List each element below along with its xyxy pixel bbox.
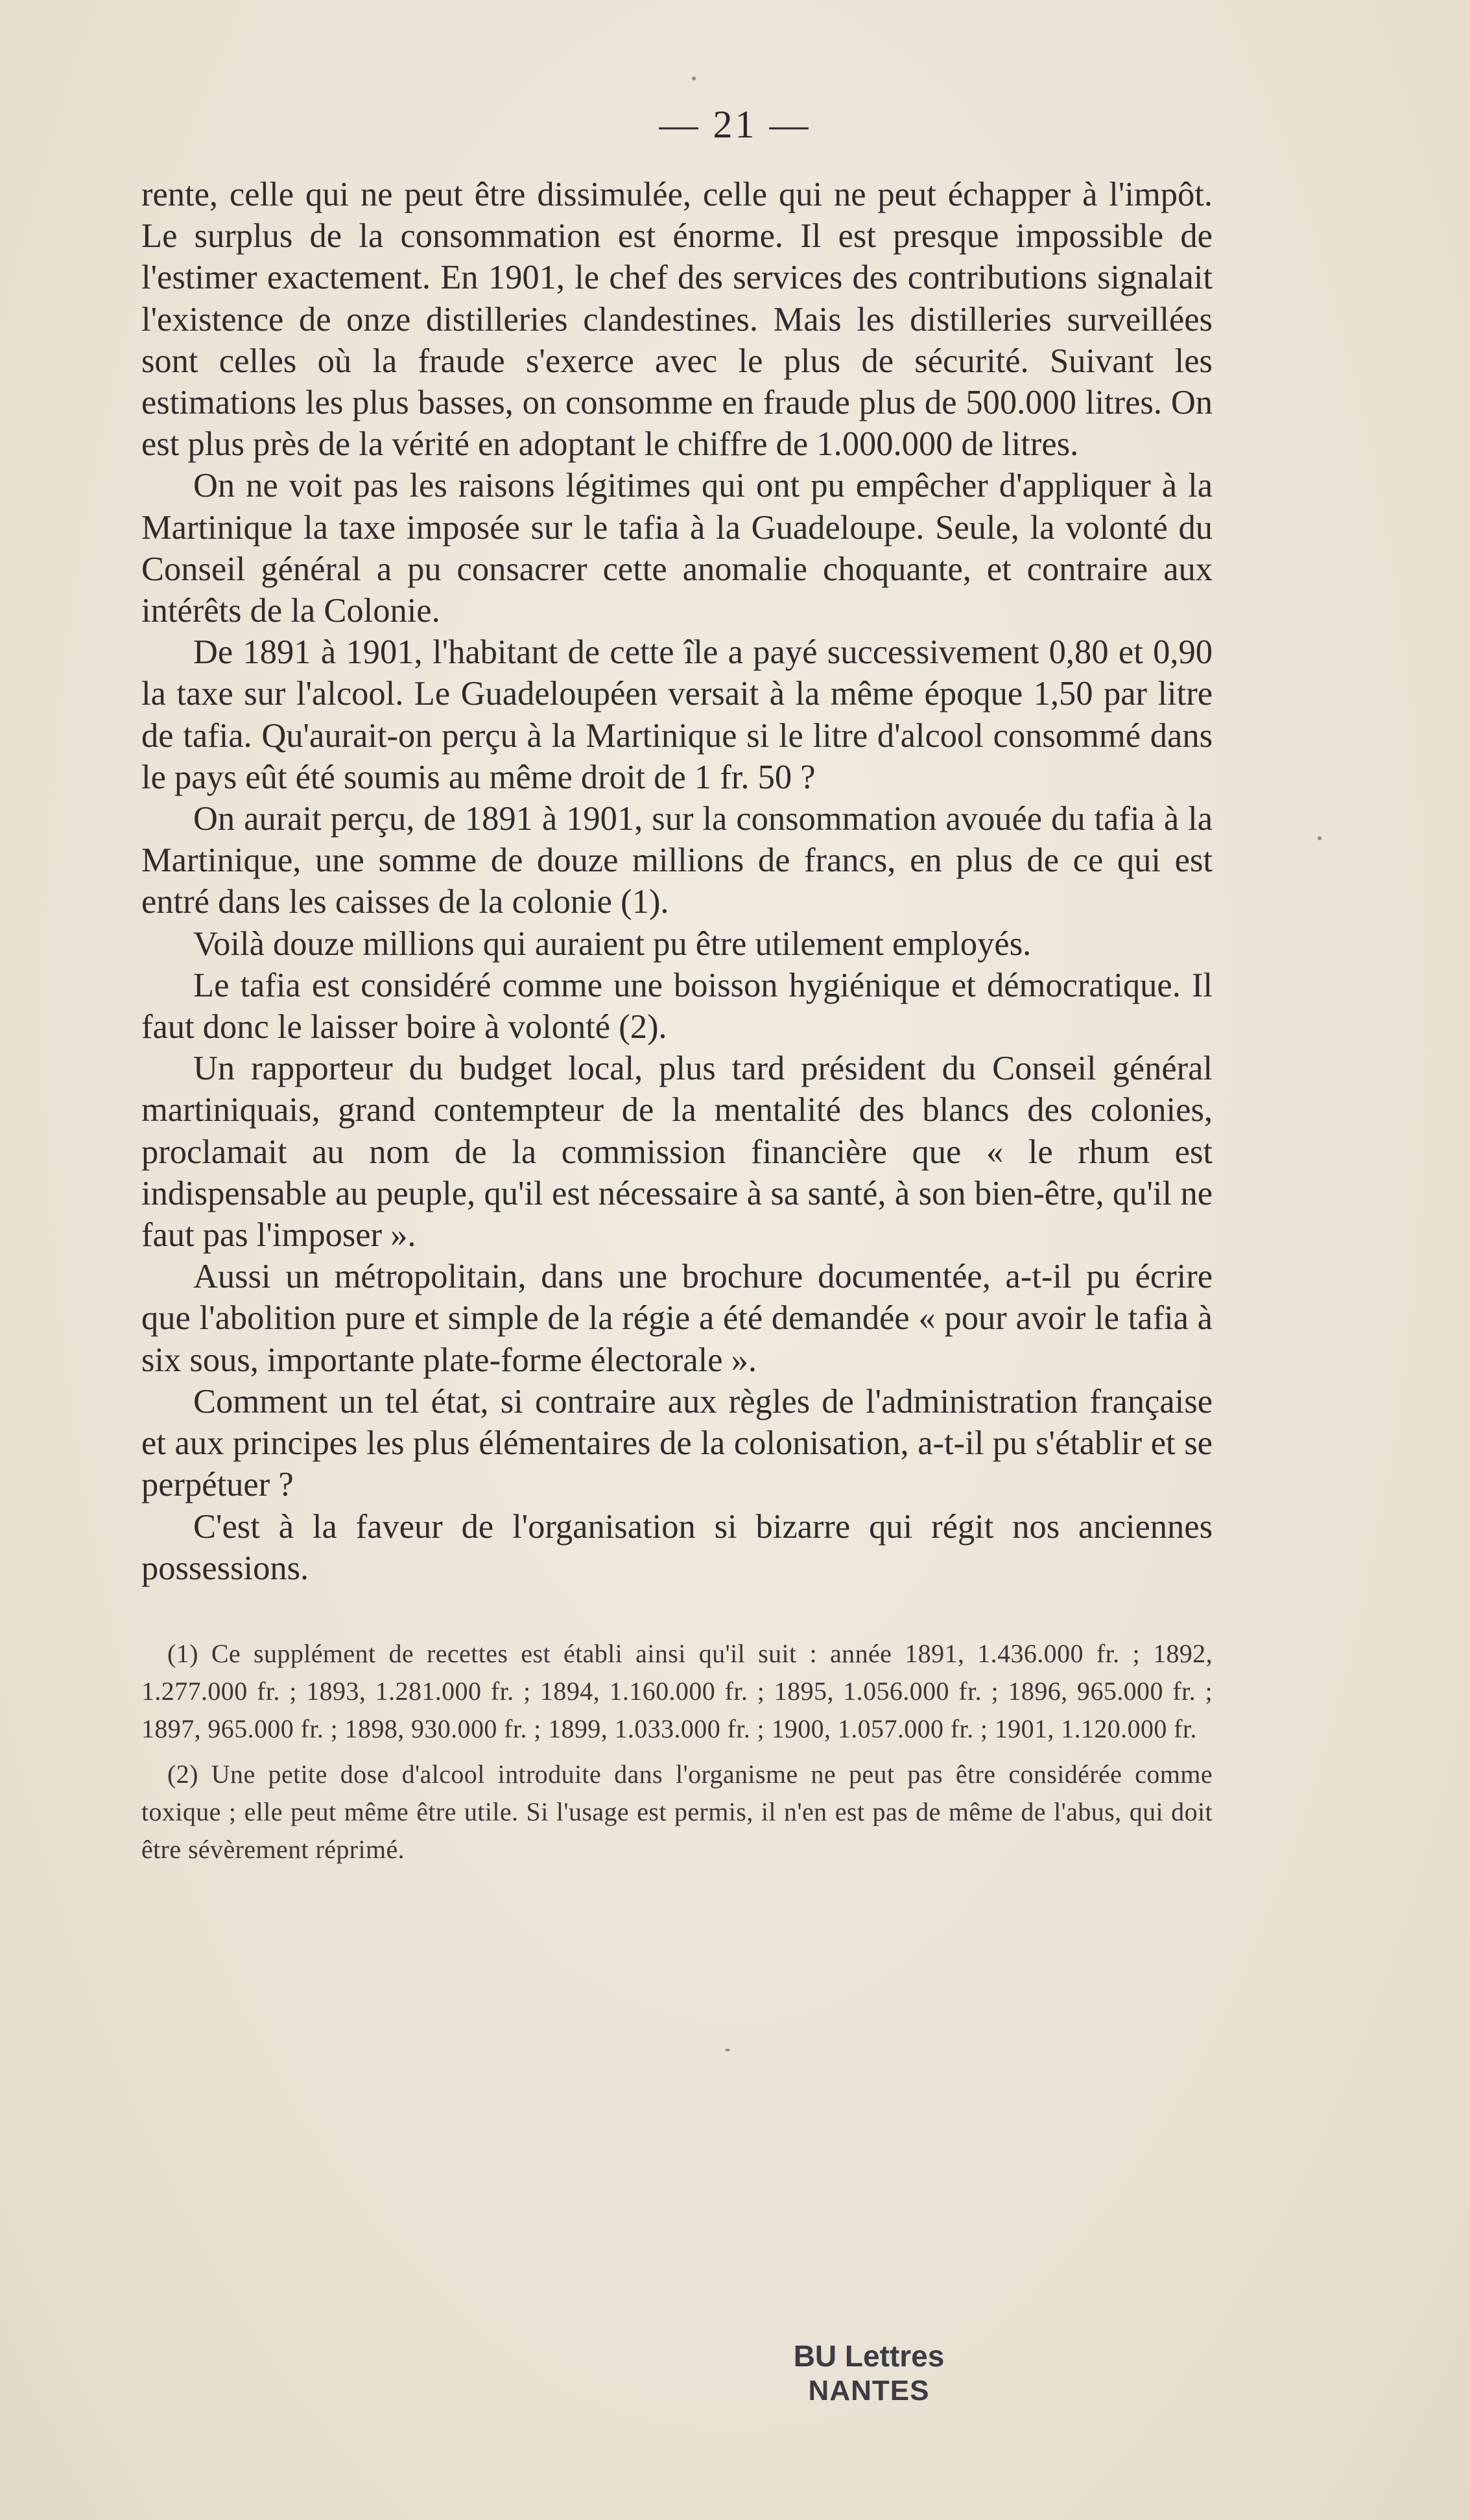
library-stamp: [772, 2338, 966, 2408]
paper-speck: [725, 2049, 730, 2051]
main-text: [141, 174, 1213, 1589]
paper-speck: [1318, 836, 1322, 840]
paragraph: Comment un tel état, si contraire aux règles de l'administration française et aux principes les plus élémentaires de la colonisation, a-t-il pu s'établir et se perpétuer ?: [141, 1382, 1213, 1504]
paragraph: On ne voit pas les raisons légitimes qui ont pu empêcher d'appliquer à la Martinique la taxe imposée sur le tafia à la Guadeloupe. Seule, la volonté du Conseil général a pu consacrer cette anomalie choquante, et contraire aux intérêts de la Colonie.: [141, 467, 1213, 630]
paragraph: De 1891 à 1901, l'habitant de cette île a payé successivement 0,80 et 0,90 la taxe sur l'alcool. Le Guadeloupéen versait à la même époque 1,50 par litre de tafia. Qu'aurait-on perçu à la Martinique si le litre d'alcool consommé dans le pays eût été soumis au même droit de 1 fr. 50 ?: [141, 633, 1213, 796]
paragraph: On aurait perçu, de 1891 à 1901, sur la consommation avouée du tafia à la Martinique, une somme de douze millions de francs, en plus de ce qui est entré dans les caisses de la colonie (1).: [141, 800, 1213, 921]
paragraph: Aussi un métropolitain, dans une brochure documentée, a-t-il pu écrire que l'abolition pure et simple de la régie a été demandée « pour avoir le tafia à six sous, importante plate-forme électorale ».: [141, 1258, 1213, 1379]
footnote-2: (2) Une petite dose d'alcool introduite dans l'organisme ne peut pas être considérée comme toxique ; elle peut même être utile. Si l'usage est permis, il n'en est pas de même de l'abus, qui doit être sévèrement réprimé.: [141, 1760, 1213, 1864]
paragraph: C'est à la faveur de l'organisation si bizarre qui régit nos anciennes possessions.: [141, 1507, 1213, 1587]
footnotes: [141, 1635, 1213, 1876]
stamp-line-1: BU Lettres: [793, 2339, 945, 2373]
paper-speck: [692, 77, 696, 80]
paragraph: Le tafia est considéré comme une boisson hygiénique et démocratique. Il faut donc le laisser boire à volonté (2).: [141, 966, 1213, 1046]
footnote-1: (1) Ce supplément de recettes est établi ainsi qu'il suit : année 1891, 1.436.000 fr. ; 1892, 1.277.000 fr. ; 1893, 1.281.000 fr. ; 1894, 1.160.000 fr. ; 1895, 1.056.000 fr. ; 1896, 965.000 fr. ; 1897, 965.000 fr. ; 1898, 930.000 fr. ; 1899, 1.033.000 fr. ; 1900, 1.057.000 fr. ; 1901, 1.120.000 fr.: [141, 1639, 1213, 1743]
paragraph: Un rapporteur du budget local, plus tard président du Conseil général martiniquais, grand contempteur de la mentalité des blancs des colonies, proclamait au nom de la commission financière que « le rhum est indispensable au peuple, qu'il est nécessaire à sa santé, à son bien-être, qu'il ne faut pas l'imposer ».: [141, 1050, 1213, 1254]
paragraph: rente, celle qui ne peut être dissimulée, celle qui ne peut échapper à l'impôt. Le surplus de la consommation est énorme. Il est presque impossible de l'estimer exactement. En 1901, le chef des services des contributions signalait l'existence de onze distilleries clandestines. Mais les distilleries surveillées sont celles où la fraude s'exerce avec le plus de sécurité. Suivant les estimations les plus basses, on consomme en fraude plus de 500.000 litres. On est plus près de la vérité en adoptant le chiffre de 1.000.000 de litres.: [141, 176, 1213, 464]
paragraph: Voilà douze millions qui auraient pu être utilement employés.: [193, 924, 1032, 963]
stamp-line-2: NANTES: [808, 2375, 930, 2407]
page-number: — 21 —: [659, 103, 811, 146]
